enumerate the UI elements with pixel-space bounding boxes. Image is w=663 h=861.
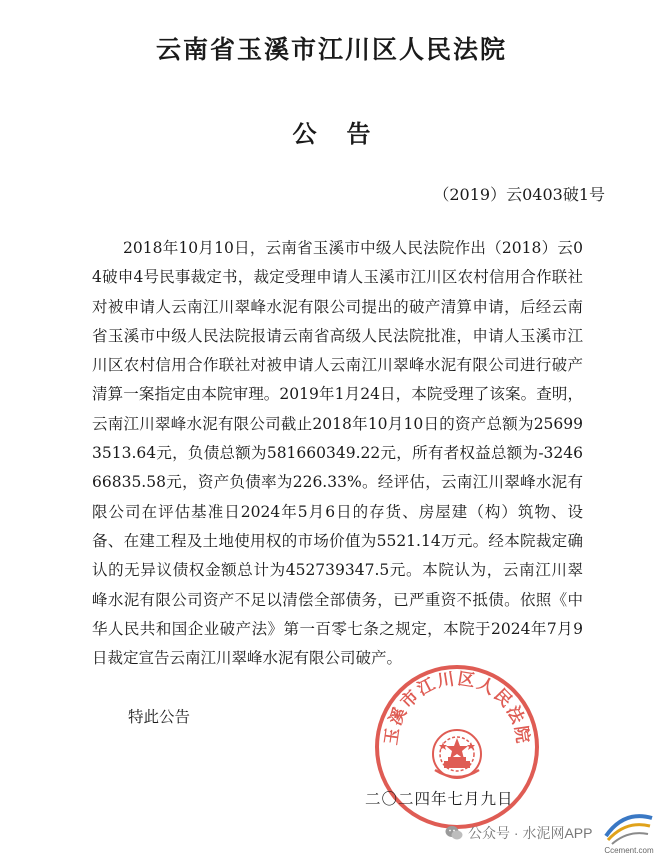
svg-text:玉溪市江川区人民法院: 玉溪市江川区人民法院	[381, 669, 533, 747]
closing-statement: 特此公告	[128, 708, 191, 726]
national-emblem-icon	[433, 730, 481, 778]
court-name: 云南省玉溪市江川区人民法院	[155, 35, 507, 64]
svg-text:Ccement.com: Ccement.com	[604, 846, 654, 855]
wechat-icon	[445, 825, 463, 841]
case-number: （2019）云0403破1号	[433, 185, 605, 204]
notice-date: 二〇二四年七月九日	[365, 790, 514, 808]
watermark	[445, 823, 592, 843]
watermark-label: 公众号 · 水泥网APP	[468, 825, 593, 841]
notice-body: 2018年10月10日，云南省玉溪市中级人民法院作出（2018）云04破申4号民事裁定书，裁定受理申请人玉溪市江川区农村信用合作联社对被申请人云南江川翠峰水泥有限公司提出的破产清算申请，后经云南省玉溪市中级人民法院报请云南省高级人民法院批准，申请人玉溪市江川区农村信用合作联社对被申请人云南江川翠峰水泥有限公司进行破产清算一案指定由本院审理。2019年1月24日，本院受理了该案。查明，云南江川翠峰水泥有限公司截止2018年10月10日的资产总额为256993513.64元，负债总额为581660349.22元，所有者权益总额为-324666835.58元，资产负债率为226.33%。经评估，云南江川翠峰水泥有限公司在评估基准日2024年5月6日的存货、房屋建（构）筑物、设备、在建工程及土地使用权的市场价值为5521.14万元。经本院裁定确认的无异议债权金额总计为452739347.5元。本院认为，云南江川翠峰水泥有限公司资产不足以清偿全部债务，已严重资不抵债。依照《中华人民共和国企业破产法》第一百零七条之规定，本院于2024年7月9日裁定宣告云南江川翠峰水泥有限公司破产。	[92, 239, 583, 668]
notice-title: 公告	[292, 119, 401, 148]
cement-logo-icon	[600, 806, 658, 856]
